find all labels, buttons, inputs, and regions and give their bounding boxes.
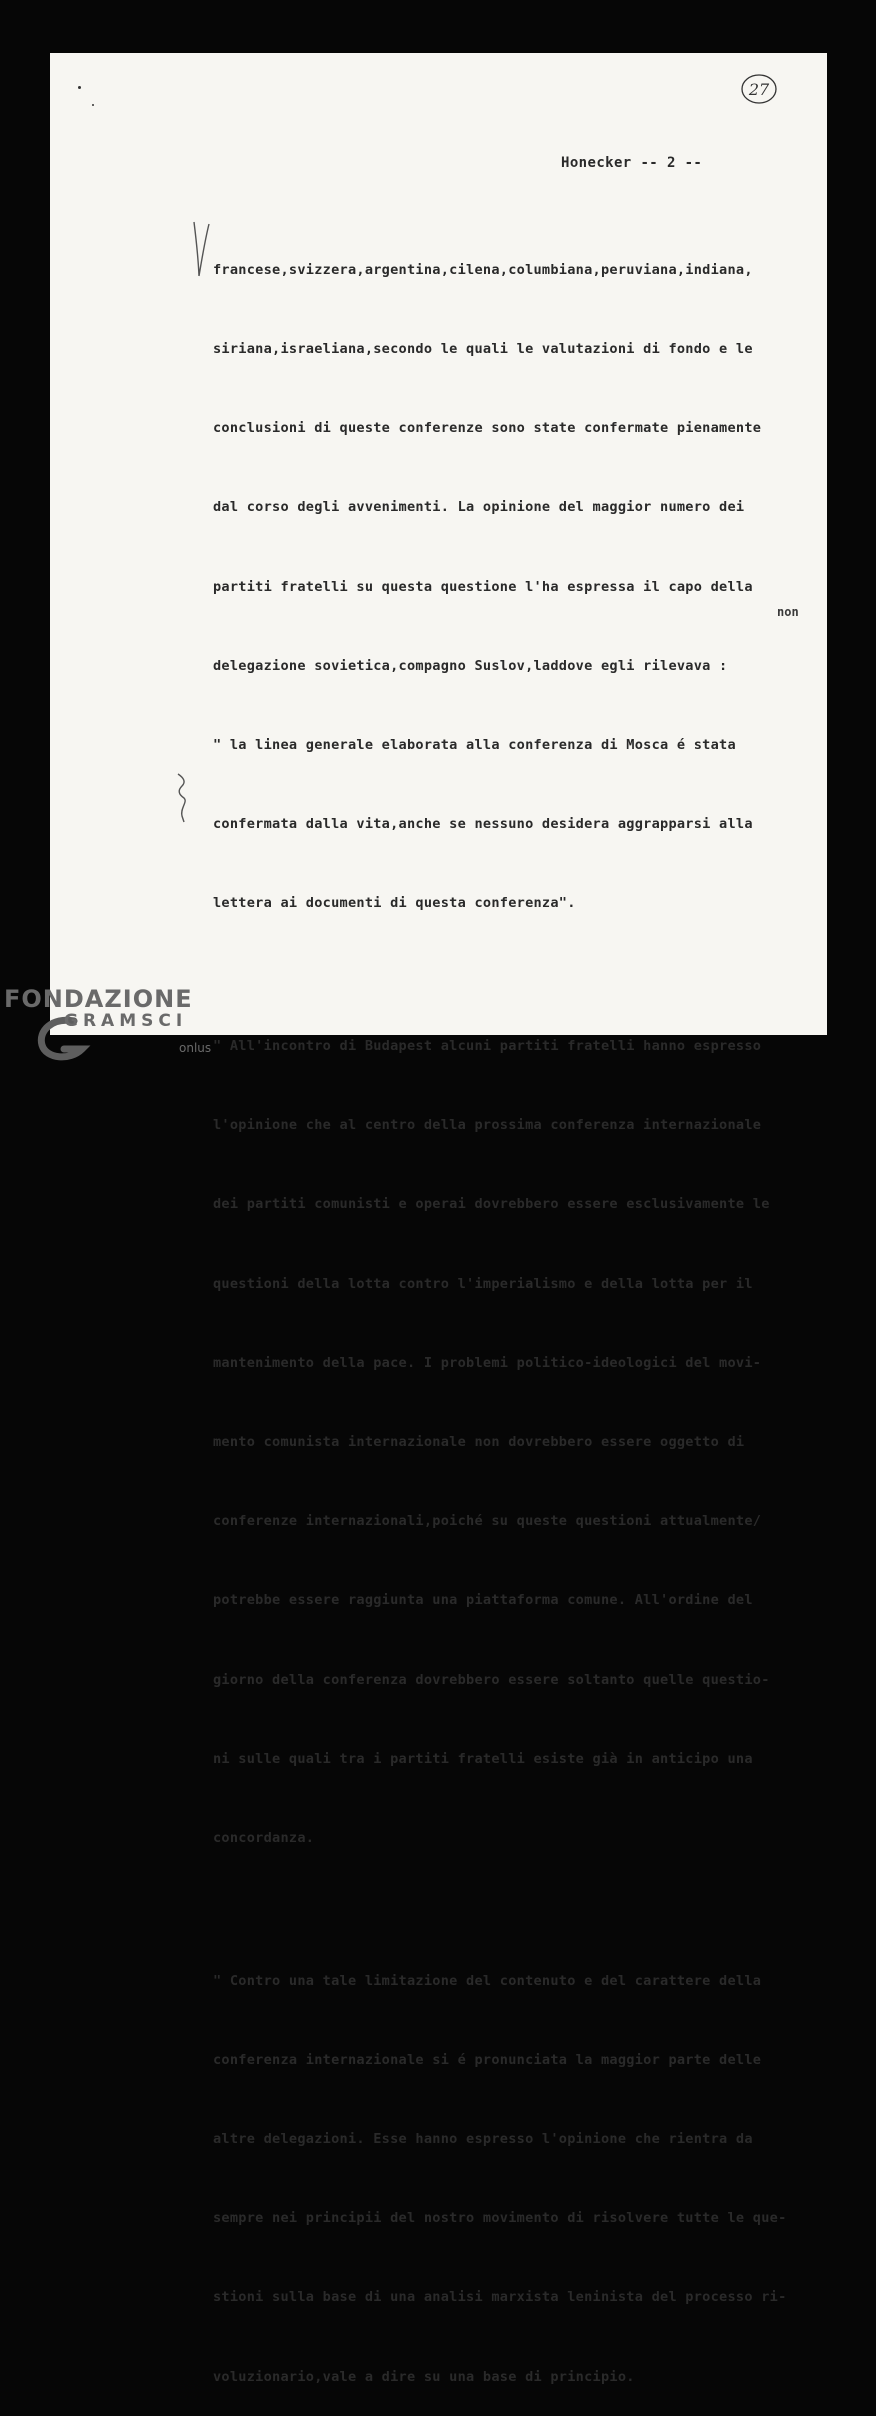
logo-text-gramsci: GRAMSCI <box>64 1011 188 1031</box>
text-line: giorno della conferenza dovrebbero essere soltanto quelle questio- <box>213 1671 770 1688</box>
handwritten-page-number <box>740 72 780 106</box>
text-line: concordanza. <box>213 1829 315 1846</box>
text-line: sempre nei principii del nostro movimento di risolvere tutte le que- <box>213 2210 787 2227</box>
text-line: conferenza internazionale si é pronunciata la maggior parte delle <box>213 2051 762 2068</box>
margin-insertion: non <box>777 605 799 619</box>
document-body <box>213 204 787 2416</box>
text-line: confermata dalla vita,anche se nessuno desidera aggrapparsi alla <box>213 816 753 833</box>
text-line: mantenimento della pace. I problemi politico-ideologici del movi- <box>213 1354 762 1371</box>
text-line: lettera ai documenti di questa conferenza". <box>213 895 576 912</box>
text-line: conclusioni di queste conferenze sono state confermate pienamente <box>213 420 762 437</box>
text-line: " Contro una tale limitazione del contenuto e del carattere della <box>213 1972 762 1989</box>
text-line: " la linea generale elaborata alla conferenza di Mosca é stata <box>213 737 736 754</box>
text-line: stioni sulla base di una analisi marxista leninista del processo ri- <box>213 2289 787 2306</box>
text-line: partiti fratelli su questa questione l'ha espressa il capo della <box>213 578 753 595</box>
text-line: l'opinione che al centro della prossima conferenza internazionale <box>213 1117 762 1134</box>
text-line: conferenze internazionali,poiché su queste questioni attualmente/ <box>213 1513 762 1530</box>
text-line: siriana,israeliana,secondo le quali le valutazioni di fondo e le <box>213 341 753 358</box>
text-line: questioni della lotta contro l'imperialismo e della lotta per il <box>213 1275 753 1292</box>
text-line: mento comunista internazionale non dovrebbero essere oggetto di <box>213 1433 745 1450</box>
text-line: potrebbe essere raggiunta una piattaforma comune. All'ordine del <box>213 1592 753 1609</box>
logo-text-fondazione: FONDAZIONE <box>4 985 193 1013</box>
paper-speck <box>92 104 94 106</box>
text-line: francese,svizzera,argentina,cilena,columbiana,peruviana,indiana, <box>213 261 753 278</box>
text-line: voluzionario,vale a dire su una base di principio. <box>213 2368 635 2385</box>
margin-pencil-mark <box>172 770 192 826</box>
text-line: ni sulle quali tra i partiti fratelli esiste già in anticipo una <box>213 1750 753 1767</box>
text-line: dal corso degli avvenimenti. La opinione del maggior numero dei <box>213 499 745 516</box>
paper-speck <box>78 86 81 89</box>
page-header: Honecker -- 2 -- <box>561 155 703 171</box>
text-line: altre delegazioni. Esse hanno espresso l'opinione che rientra da <box>213 2130 753 2147</box>
text-line: delegazione sovietica,compagno Suslov,laddove egli rilevava : <box>213 657 728 674</box>
text-line: " All'incontro di Budapest alcuni partiti fratelli hanno espresso <box>213 1037 762 1054</box>
text-line: dei partiti comunisti e operai dovrebbero essere esclusivamente le <box>213 1196 770 1213</box>
logo-text-onlus: onlus <box>179 1041 212 1055</box>
margin-pencil-mark <box>190 218 212 280</box>
svg-text:27: 27 <box>748 80 770 99</box>
